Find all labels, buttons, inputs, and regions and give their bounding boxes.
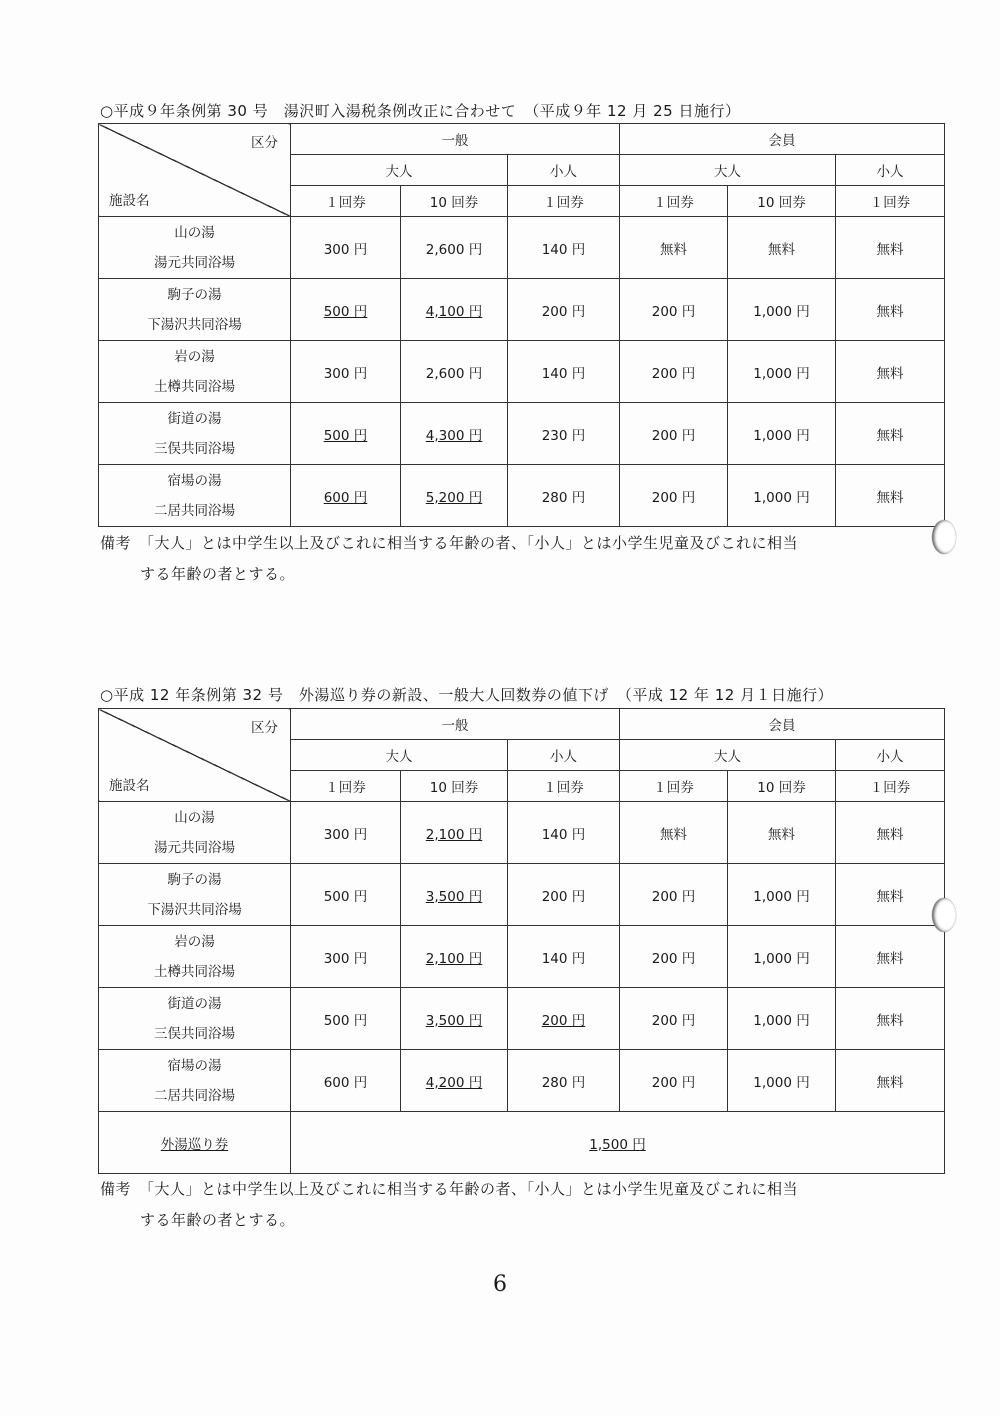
table-row <box>99 802 945 864</box>
table-row <box>99 1112 945 1174</box>
punch-hole <box>932 898 956 932</box>
price-cell: 無料 <box>836 341 945 403</box>
header-kaiin-otona: 大人 <box>620 740 836 771</box>
header-ticket-10: 10 回券 <box>401 771 508 802</box>
price-cell: 200 円 <box>620 465 728 527</box>
price-cell: 300 円 <box>291 926 401 988</box>
note-line: する年齢の者とする。 <box>140 1211 296 1229</box>
price-cell: 無料 <box>836 1050 945 1112</box>
facility-subname: 下湯沢共同浴場 <box>147 901 242 918</box>
note-line: する年齢の者とする。 <box>140 565 296 583</box>
header-ticket-1: １回券 <box>508 771 620 802</box>
facility-cell <box>99 864 291 926</box>
price-cell: 200 円 <box>620 988 728 1050</box>
facility-subname: 下湯沢共同浴場 <box>147 316 242 333</box>
price-cell: 500 円 <box>291 403 401 465</box>
header-diagonal-cell <box>99 709 291 802</box>
pass-label: 外湯巡り券 <box>160 1136 229 1153</box>
price-cell: 300 円 <box>291 341 401 403</box>
header-ticket-10: 10 回券 <box>401 186 508 217</box>
price-cell: 200 円 <box>620 926 728 988</box>
price-cell: 1,000 円 <box>728 988 836 1050</box>
header-ippan-kodomo: 小人 <box>508 155 620 186</box>
table-row <box>99 279 945 341</box>
facility-subname: 二居共同浴場 <box>154 502 235 519</box>
facility-subname: 二居共同浴場 <box>154 1087 235 1104</box>
header-kaiin: 会員 <box>620 124 945 155</box>
table-row <box>99 864 945 926</box>
header-ticket-1: １回券 <box>291 771 401 802</box>
price-cell: 3,500 円 <box>401 864 508 926</box>
facility-name: 岩の湯 <box>174 348 215 365</box>
price-cell: 2,100 円 <box>401 802 508 864</box>
price-cell: 2,600 円 <box>401 341 508 403</box>
pass-label-cell <box>99 1112 291 1174</box>
header-kaiin: 会員 <box>620 709 945 740</box>
price-cell: 500 円 <box>291 988 401 1050</box>
facility-cell <box>99 341 291 403</box>
price-cell: 140 円 <box>508 802 620 864</box>
header-ippan-otona: 大人 <box>291 155 508 186</box>
facility-subname: 湯元共同浴場 <box>154 254 235 271</box>
facility-cell <box>99 1050 291 1112</box>
note-line: 備考 「大人」とは中学生以上及びこれに相当する年齢の者、「小人」とは小学生児童及びこれに相当 <box>100 1180 799 1198</box>
facility-name: 街道の湯 <box>167 995 222 1012</box>
table-row <box>99 341 945 403</box>
price-cell: 2,100 円 <box>401 926 508 988</box>
price-cell: 4,100 円 <box>401 279 508 341</box>
facility-subname: 土樽共同浴場 <box>154 963 235 980</box>
price-cell: 無料 <box>836 465 945 527</box>
price-cell: 200 円 <box>508 864 620 926</box>
facility-subname: 三俣共同浴場 <box>154 440 235 457</box>
page-number: 6 <box>493 1272 507 1297</box>
price-cell: 200 円 <box>508 279 620 341</box>
facility-name: 岩の湯 <box>174 933 215 950</box>
price-cell: 無料 <box>836 217 945 279</box>
price-cell: 1,000 円 <box>728 465 836 527</box>
price-cell: 140 円 <box>508 341 620 403</box>
facility-name: 宿場の湯 <box>167 1057 222 1074</box>
price-cell: 無料 <box>836 926 945 988</box>
header-ticket-1: １回券 <box>836 186 945 217</box>
price-cell: 無料 <box>836 279 945 341</box>
facility-name: 山の湯 <box>174 224 215 241</box>
table-row <box>99 988 945 1050</box>
facility-cell <box>99 403 291 465</box>
header-kaiin-kodomo: 小人 <box>836 740 945 771</box>
price-cell: 2,600 円 <box>401 217 508 279</box>
price-cell: 無料 <box>620 217 728 279</box>
price-cell: 230 円 <box>508 403 620 465</box>
facility-name: 駒子の湯 <box>167 286 222 303</box>
price-cell: 無料 <box>836 864 945 926</box>
price-cell: 5,200 円 <box>401 465 508 527</box>
header-ticket-1: １回券 <box>508 186 620 217</box>
table-row <box>99 1050 945 1112</box>
price-cell: 200 円 <box>620 279 728 341</box>
table-row <box>99 403 945 465</box>
header-diagonal-cell <box>99 124 291 217</box>
price-cell: 140 円 <box>508 217 620 279</box>
price-cell: 200 円 <box>620 1050 728 1112</box>
header-ticket-1: １回券 <box>620 186 728 217</box>
header-shisetsu: 施設名 <box>109 193 150 209</box>
header-ticket-1: １回券 <box>620 771 728 802</box>
section2-fee-table <box>98 708 945 1174</box>
price-cell: 無料 <box>728 217 836 279</box>
facility-cell <box>99 465 291 527</box>
header-kubun: 区分 <box>251 720 278 736</box>
facility-name: 街道の湯 <box>167 410 222 427</box>
facility-name: 駒子の湯 <box>167 871 222 888</box>
price-cell: 無料 <box>836 403 945 465</box>
header-ticket-1: １回券 <box>836 771 945 802</box>
section1-heading: ○平成９年条例第 30 号 湯沢町入湯税条例改正に合わせて （平成９年 12 月 25 日施行） <box>100 102 741 120</box>
price-cell: 500 円 <box>291 279 401 341</box>
price-cell: 200 円 <box>620 864 728 926</box>
price-cell: 600 円 <box>291 465 401 527</box>
facility-cell <box>99 926 291 988</box>
table-row <box>99 926 945 988</box>
price-cell: 200 円 <box>508 988 620 1050</box>
header-ippan: 一般 <box>291 709 620 740</box>
facility-subname: 三俣共同浴場 <box>154 1025 235 1042</box>
price-cell: 4,200 円 <box>401 1050 508 1112</box>
price-cell: 280 円 <box>508 1050 620 1112</box>
facility-cell <box>99 802 291 864</box>
price-cell: 4,300 円 <box>401 403 508 465</box>
price-cell: 500 円 <box>291 864 401 926</box>
section1-note <box>100 528 798 590</box>
section1-fee-table <box>98 123 945 527</box>
price-cell: 200 円 <box>620 341 728 403</box>
price-cell: 1,000 円 <box>728 279 836 341</box>
price-cell: 600 円 <box>291 1050 401 1112</box>
header-kaiin-kodomo: 小人 <box>836 155 945 186</box>
table-row <box>99 465 945 527</box>
price-cell: 3,500 円 <box>401 988 508 1050</box>
header-ippan-kodomo: 小人 <box>508 740 620 771</box>
price-cell: 1,000 円 <box>728 1050 836 1112</box>
header-ticket-10: 10 回券 <box>728 771 836 802</box>
price-cell: 無料 <box>836 988 945 1050</box>
price-cell: 無料 <box>836 802 945 864</box>
header-kaiin-otona: 大人 <box>620 155 836 186</box>
header-kubun: 区分 <box>251 135 278 151</box>
header-ticket-1: １回券 <box>291 186 401 217</box>
punch-hole <box>932 520 956 554</box>
price-cell: 200 円 <box>620 403 728 465</box>
price-cell: 280 円 <box>508 465 620 527</box>
price-cell: 1,000 円 <box>728 864 836 926</box>
facility-name: 山の湯 <box>174 809 215 826</box>
facility-subname: 湯元共同浴場 <box>154 839 235 856</box>
note-line: 備考 「大人」とは中学生以上及びこれに相当する年齢の者、「小人」とは小学生児童及びこれに相当 <box>100 534 799 552</box>
header-ippan-otona: 大人 <box>291 740 508 771</box>
header-ticket-10: 10 回券 <box>728 186 836 217</box>
section2-heading: ○平成 12 年条例第 32 号 外湯巡り券の新設、一般大人回数券の値下げ （平成 12 年 12 月１日施行） <box>100 686 834 704</box>
facility-cell <box>99 279 291 341</box>
section2-note <box>100 1174 798 1236</box>
price-cell: 1,000 円 <box>728 403 836 465</box>
header-ippan: 一般 <box>291 124 620 155</box>
facility-cell <box>99 988 291 1050</box>
facility-cell <box>99 217 291 279</box>
price-cell: 140 円 <box>508 926 620 988</box>
header-shisetsu: 施設名 <box>109 778 150 794</box>
price-cell: 1,000 円 <box>728 926 836 988</box>
price-cell: 1,000 円 <box>728 341 836 403</box>
price-cell: 無料 <box>728 802 836 864</box>
price-cell: 300 円 <box>291 217 401 279</box>
table-row <box>99 217 945 279</box>
pass-value: 1,500 円 <box>589 1136 646 1153</box>
facility-name: 宿場の湯 <box>167 472 222 489</box>
price-cell: 300 円 <box>291 802 401 864</box>
facility-subname: 土樽共同浴場 <box>154 378 235 395</box>
price-cell: 無料 <box>620 802 728 864</box>
pass-value-cell <box>291 1112 945 1174</box>
